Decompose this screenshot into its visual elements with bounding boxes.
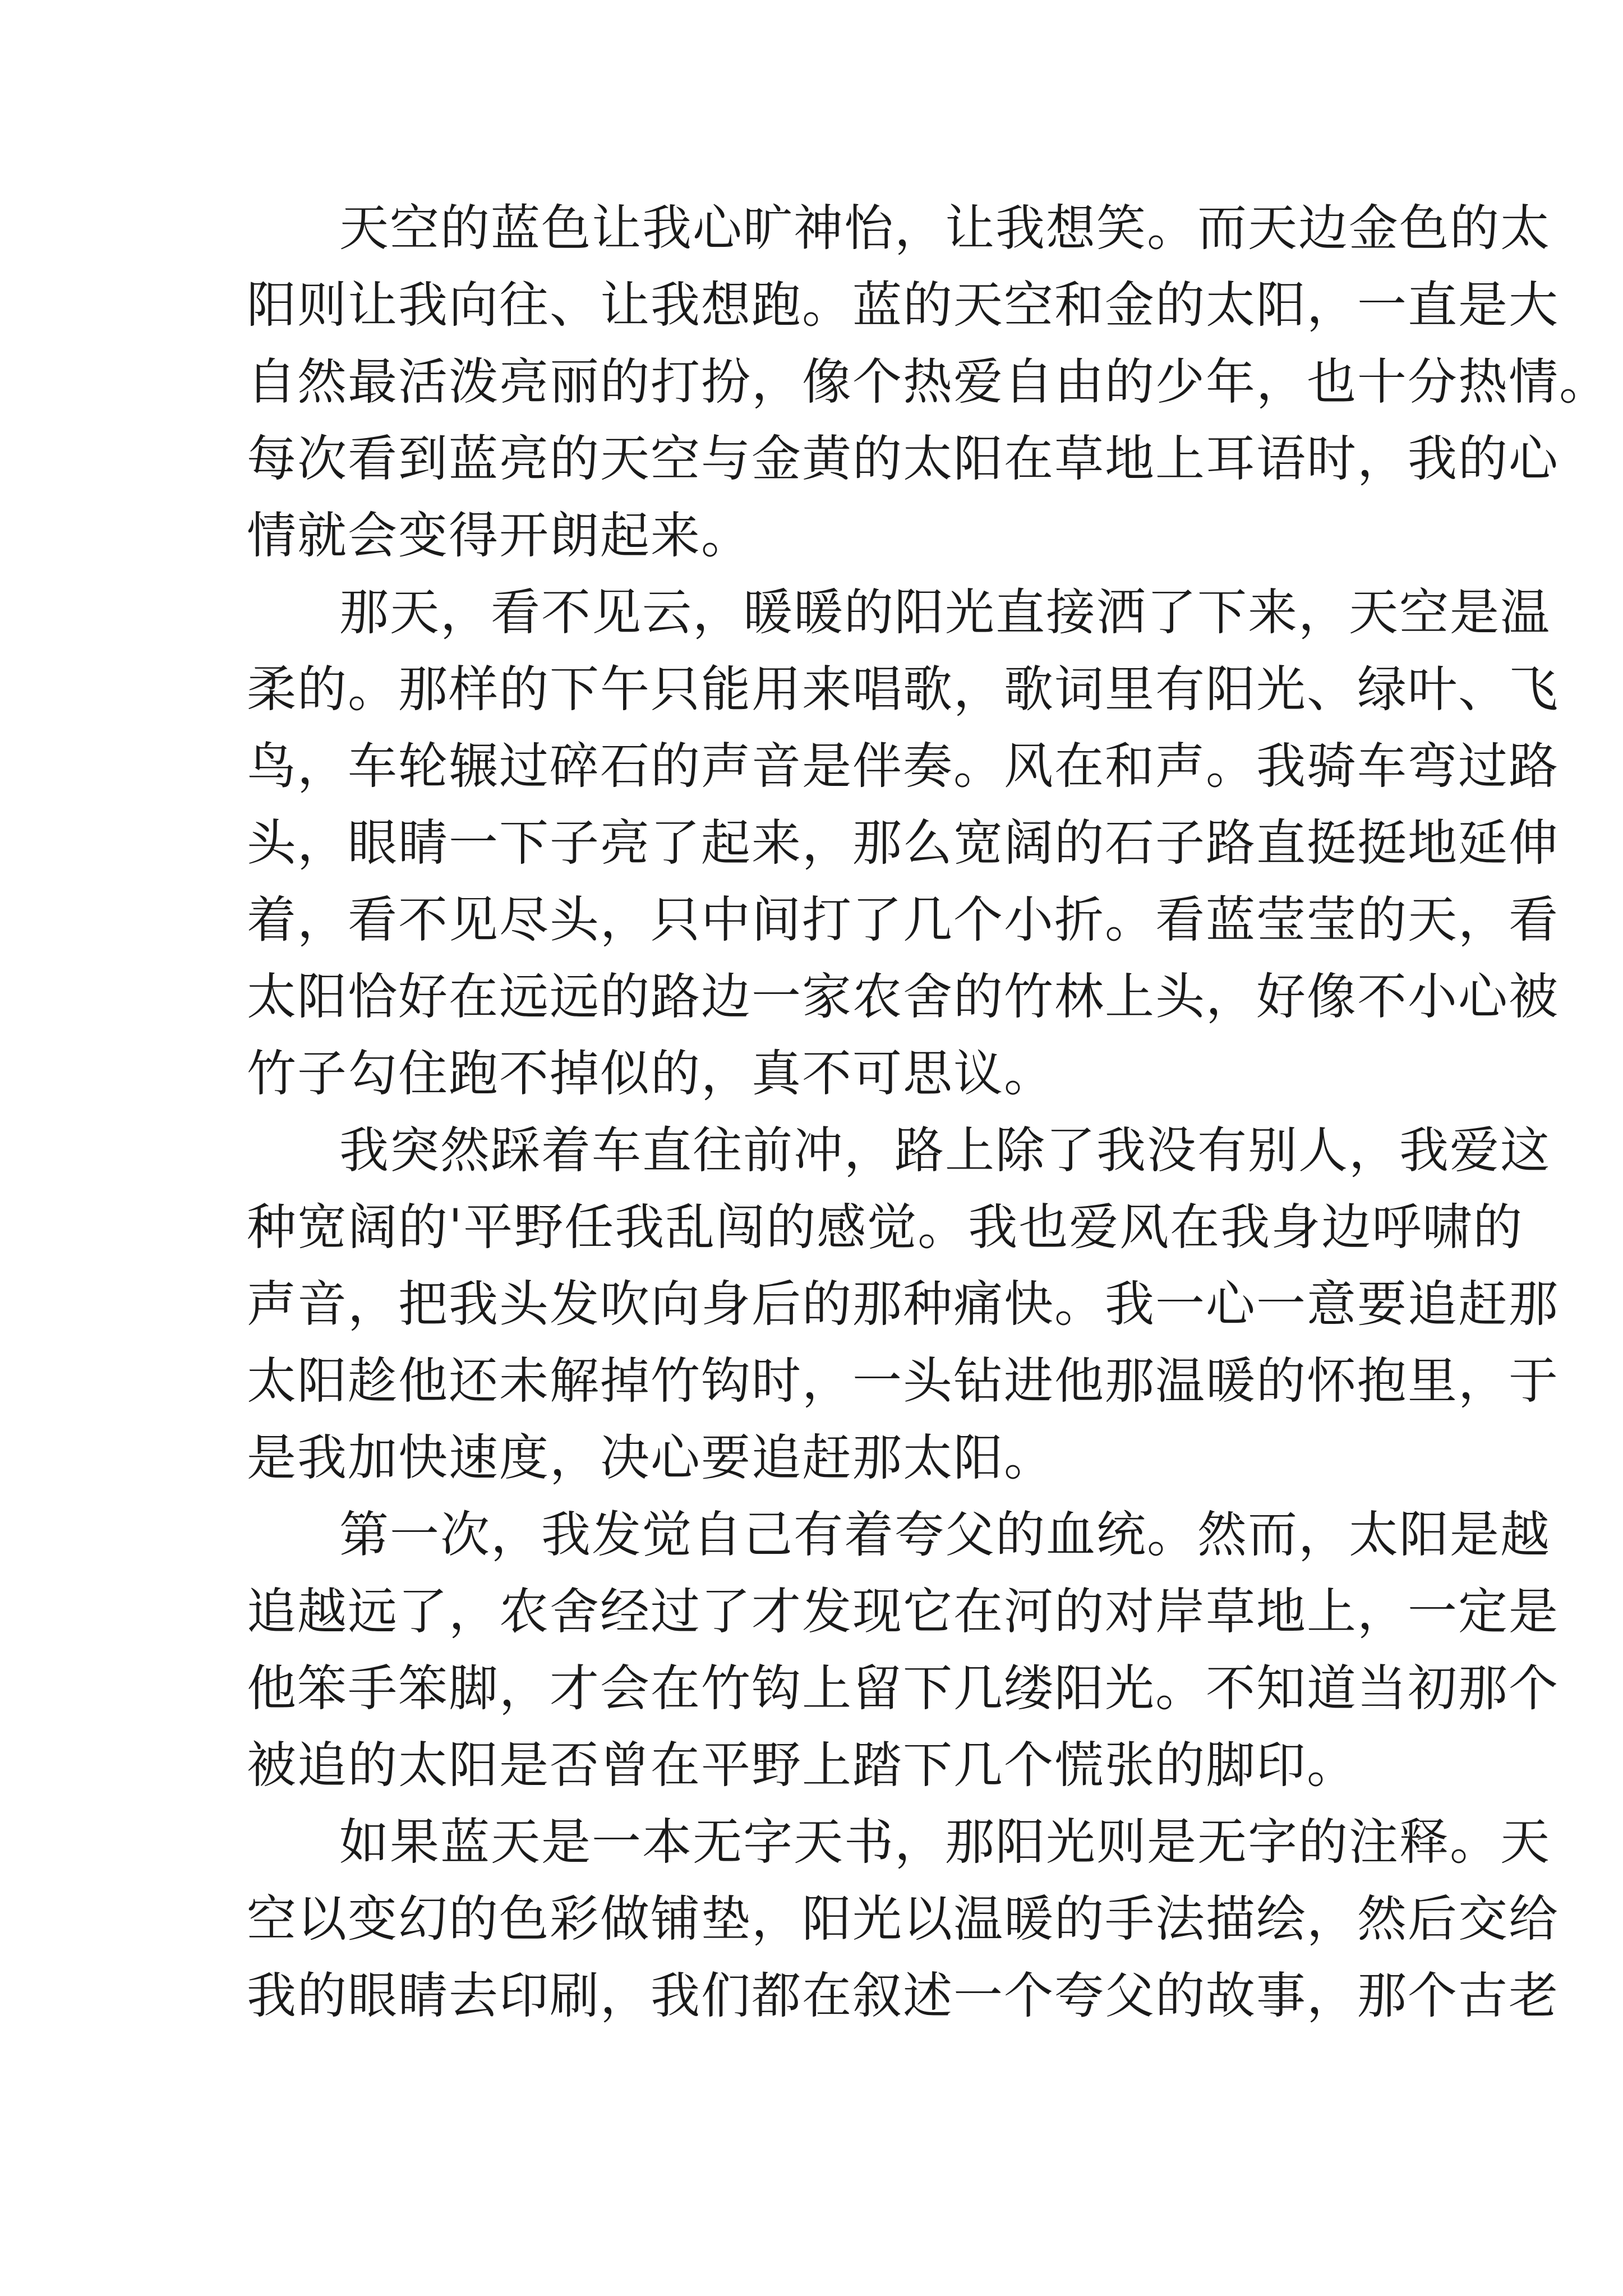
text-line: 追越远了，农舍经过了才发现它在河的对岸草地上，一定是	[247, 1582, 1560, 1640]
paragraph-3	[247, 1112, 1560, 1496]
text-line: 种宽阔的'平野任我乱闯的感觉。我也爱风在我身边呼啸的	[247, 1198, 1524, 1256]
text-line: 被追的太阳是否曾在平野上踏下几个慌张的脚印。	[247, 1736, 1358, 1794]
text-line: 太阳恰好在远远的路边一家农舍的竹林上头，好像不小心被	[247, 968, 1560, 1025]
paragraph-4	[247, 1496, 1560, 1803]
text-line: 他笨手笨脚，才会在竹钩上留下几缕阳光。不知道当初那个	[247, 1659, 1560, 1717]
text-line: 如果蓝天是一本无字天书，那阳光则是无字的注释。天	[339, 1813, 1551, 1871]
text-line: 天空的蓝色让我心旷神怡，让我想笑。而天边金色的太	[339, 199, 1551, 257]
text-line: 阳则让我向往、让我想跑。蓝的天空和金的太阳，一直是大	[247, 276, 1560, 334]
paragraph-2	[247, 574, 1560, 1112]
text-line: 鸟，车轮辗过碎石的声音是伴奏。风在和声。我骑车弯过路	[247, 737, 1560, 795]
text-line: 柔的。那样的下午只能用来唱歌，歌词里有阳光、绿叶、飞	[247, 660, 1560, 718]
text-line: 自然最活泼亮丽的打扮，像个热爱自由的少年，也十分热情。	[247, 353, 1610, 411]
text-line: 太阳趁他还未解掉竹钩时，一头钻进他那温暖的怀抱里，于	[247, 1352, 1560, 1410]
text-line: 那天，看不见云，暖暖的阳光直接洒了下来，天空是温	[339, 583, 1551, 641]
text-line: 我突然踩着车直往前冲，路上除了我没有别人，我爱这	[339, 1121, 1551, 1179]
essay-body	[247, 190, 1610, 2034]
text-line: 第一次，我发觉自己有着夸父的血统。然而，太阳是越	[339, 1506, 1551, 1563]
text-line: 每次看到蓝亮的天空与金黄的太阳在草地上耳语时，我的心	[247, 430, 1560, 487]
text-line: 空以变幻的色彩做铺垫，阳光以温暖的手法描绘，然后交给	[247, 1890, 1560, 1948]
text-line: 声音，把我头发吹向身后的那种痛快。我一心一意要追赶那	[247, 1275, 1560, 1333]
text-line: 竹子勾住跑不掉似的，真不可思议。	[247, 1045, 1055, 1102]
text-line: 头，眼睛一下子亮了起来，那么宽阔的石子路直挺挺地延伸	[247, 814, 1560, 872]
text-line: 我的眼睛去印刷，我们都在叙述一个夸父的故事，那个古老	[247, 1967, 1560, 2024]
paragraph-5	[247, 1803, 1560, 2034]
text-line: 着，看不见尽头，只中间打了几个小折。看蓝莹莹的天，看	[247, 891, 1560, 949]
text-line: 情就会变得开朗起来。	[247, 507, 752, 564]
paragraph-1	[247, 190, 1610, 574]
text-line: 是我加快速度，决心要追赶那太阳。	[247, 1429, 1055, 1487]
